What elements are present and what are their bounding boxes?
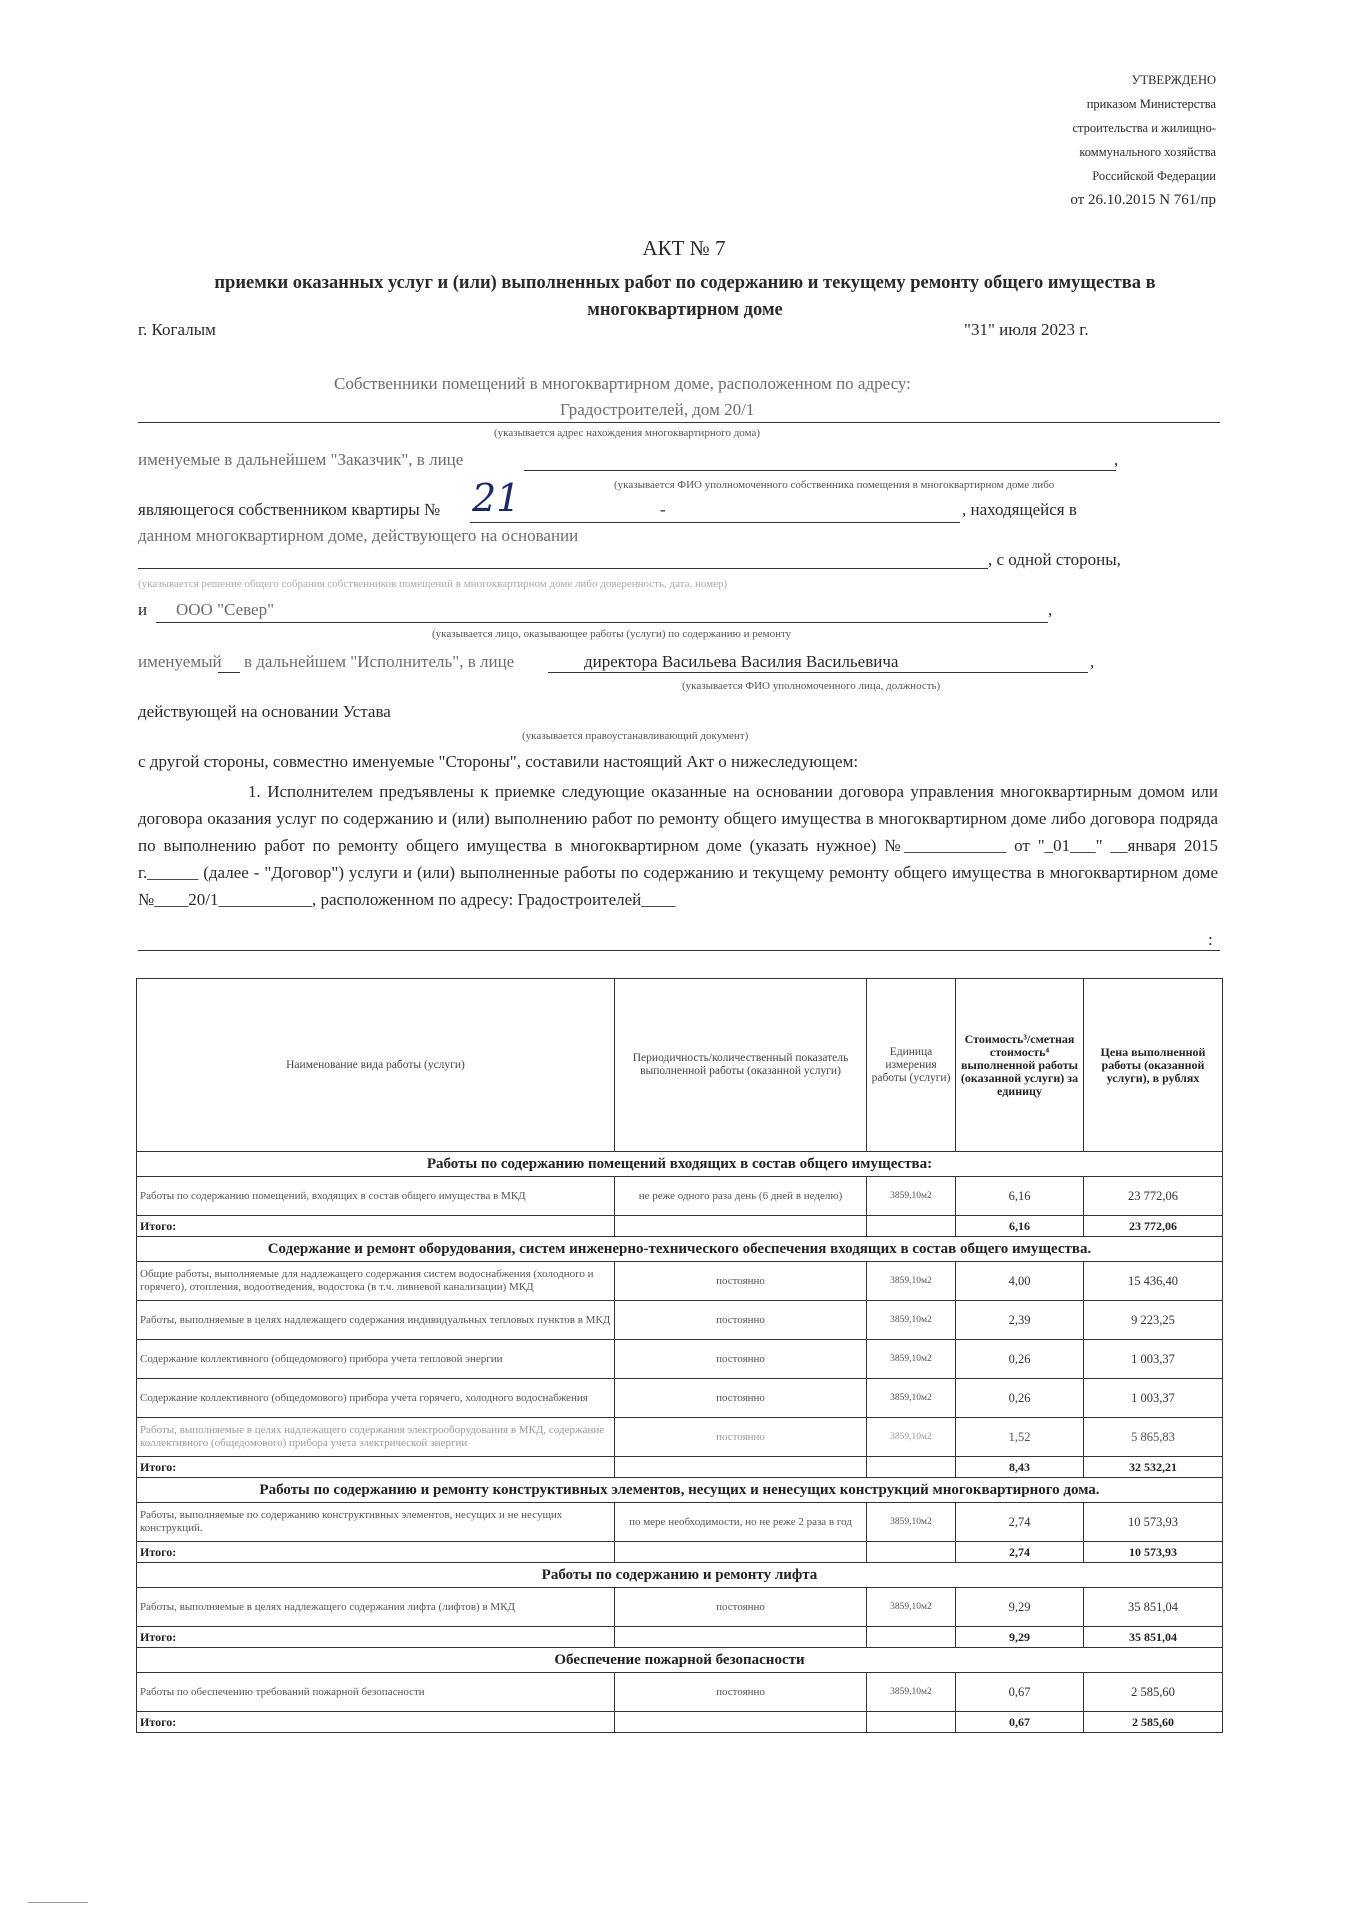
located-in: , находящейся в	[962, 500, 1077, 519]
header-price: Цена выполненной работы (оказанной услуги), в рублях	[1084, 979, 1223, 1152]
approval-line: УТВЕРЖДЕНО	[1131, 73, 1216, 87]
comma: ,	[1114, 450, 1119, 469]
executor-gap-underline	[218, 672, 240, 673]
total-label: Итого:	[137, 1457, 615, 1478]
table-row	[137, 1177, 1223, 1216]
cell-unit: 3859,10м2	[867, 1262, 956, 1301]
cell-unit-cost: 0,67	[956, 1673, 1084, 1712]
owner-of-apartment: являющегося собственником квартиры №	[138, 500, 441, 519]
cell-periodicity: постоянно	[615, 1418, 867, 1457]
total-row	[137, 1627, 1223, 1648]
table-row	[137, 1673, 1223, 1712]
cell-unit-cost: 1,52	[956, 1418, 1084, 1457]
cell-work-name: Работы, выполняемые в целях надлежащего содержания индивидуальных тепловых пунктов в МКД	[137, 1301, 615, 1340]
section-header-row	[137, 1563, 1223, 1588]
cell-work-name: Работы, выполняемые в целях надлежащего содержания лифта (лифтов) в МКД	[137, 1588, 615, 1627]
section-header-row	[137, 1237, 1223, 1262]
act-subtitle: приемки оказанных услуг и (или) выполненных работ по содержанию и текущему ремонту общего имущества в многоквартирном доме	[214, 273, 1156, 320]
header-cost: Стоимость³/сметная стоимость⁴ выполненной работы (оказанной услуги) за единицу	[956, 979, 1084, 1152]
named-executor-2: в дальнейшем "Исполнитель", в лице	[244, 652, 515, 671]
total-empty	[867, 1542, 956, 1563]
cell-unit-cost: 4,00	[956, 1262, 1084, 1301]
cell-work-name: Содержание коллективного (общедомового) прибора учета тепловой энергии	[137, 1340, 615, 1379]
total-empty	[615, 1712, 867, 1733]
total-empty	[867, 1216, 956, 1237]
total-price: 2 585,60	[1084, 1712, 1223, 1733]
works-table	[136, 978, 1223, 1733]
approval-line: Российской Федерации	[1092, 169, 1216, 183]
cell-price: 9 223,25	[1084, 1301, 1223, 1340]
total-price: 23 772,06	[1084, 1216, 1223, 1237]
cell-unit: 3859,10м2	[867, 1503, 956, 1542]
cell-unit: 3859,10м2	[867, 1379, 956, 1418]
table-row	[137, 1588, 1223, 1627]
director-underline	[548, 672, 1088, 673]
cell-unit-cost: 9,29	[956, 1588, 1084, 1627]
section-title: Работы по содержанию и ремонту конструктивных элементов, несущих и ненесущих конструкций многоквартирного дома.	[137, 1478, 1223, 1503]
contractor-underline	[156, 622, 1048, 623]
named-executor: именуемый	[138, 652, 222, 671]
city: г. Когалым	[138, 320, 216, 339]
total-empty	[867, 1712, 956, 1733]
cell-unit: 3859,10м2	[867, 1673, 956, 1712]
hint-address: (указывается адрес нахождения многоквартирного дома)	[494, 427, 761, 439]
table-row	[137, 1262, 1223, 1301]
acting-charter: действующей на основании Устава	[138, 702, 391, 721]
total-cost: 9,29	[956, 1627, 1084, 1648]
total-label: Итого:	[137, 1542, 615, 1563]
hint-decision: (указывается решение общего собрания собственников помещений в многоквартирном доме либо доверенность, дата, номер)	[138, 578, 728, 590]
total-cost: 8,43	[956, 1457, 1084, 1478]
cell-unit: 3859,10м2	[867, 1418, 956, 1457]
cell-work-name: Работы по обеспечению требований пожарной безопасности	[137, 1673, 615, 1712]
and-label: и	[138, 600, 148, 619]
cell-unit: 3859,10м2	[867, 1177, 956, 1216]
header-unit: Единица измерения работы (услуги)	[867, 979, 956, 1152]
cell-periodicity: постоянно	[615, 1262, 867, 1301]
apartment-number-handwritten: 21	[472, 476, 521, 520]
cell-periodicity: постоянно	[615, 1673, 867, 1712]
table-row	[137, 1379, 1223, 1418]
header-periodicity: Периодичность/количественный показатель выполненной работы (оказанной услуги)	[615, 979, 867, 1152]
cell-work-name: Работы, выполняемые в целях надлежащего содержания электрооборудования в МКД, содержание коллективного (общедомового) прибора учета электрической энергии	[137, 1418, 615, 1457]
section-title: Содержание и ремонт оборудования, систем инженерно-технического обеспечения входящих в состав общего имущества.	[137, 1237, 1223, 1262]
cell-price: 5 865,83	[1084, 1418, 1223, 1457]
section-title: Работы по содержанию и ремонту лифта	[137, 1563, 1223, 1588]
total-empty	[615, 1216, 867, 1237]
approval-line: строительства и жилищно-	[1072, 121, 1216, 135]
comma: ,	[1090, 652, 1095, 671]
approval-order-line: от 26.10.2015 N 761/пр	[1070, 192, 1216, 208]
cell-unit: 3859,10м2	[867, 1588, 956, 1627]
total-label: Итого:	[137, 1627, 615, 1648]
approval-block	[960, 68, 1216, 212]
header-name: Наименование вида работы (услуги)	[137, 979, 615, 1152]
total-empty	[615, 1542, 867, 1563]
section-title: Работы по содержанию помещений входящих в состав общего имущества:	[137, 1152, 1223, 1177]
customer-underline	[524, 470, 1116, 471]
table-row	[137, 1340, 1223, 1379]
table-row	[137, 1301, 1223, 1340]
section-header-row	[137, 1478, 1223, 1503]
section-header-row	[137, 1648, 1223, 1673]
cell-work-name: Работы по содержанию помещений, входящих в состав общего имущества в МКД	[137, 1177, 615, 1216]
named-customer: именуемые в дальнейшем "Заказчик", в лице	[138, 450, 464, 469]
section-header-row	[137, 1152, 1223, 1177]
paragraph-1-text: 1. Исполнителем предъявлены к приемке следующие оказанные на основании договора управления многоквартирным домом или договора оказания услуг по содержанию и (или) выполнению работ по ремонту общего имущества в многоквартирном доме либо договора подряда по выполнению работ по ремонту общего имущества в многоквартирном доме (указать нужное) №____________ от "_01___" __января 2015 г.______ (далее - "Договор") услуги и (или) выполненные работы по содержанию и текущему ремонту общего имущества в многоквартирном доме №____20/1___________, расположенном по адресу: Градостроителей____	[138, 782, 1218, 909]
hint-document: (указывается правоустанавливающий документ)	[522, 730, 749, 742]
cell-work-name: Содержание коллективного (общедомового) прибора учета горячего, холодного водоснабжения	[137, 1379, 615, 1418]
contractor-name: ООО "Север"	[176, 600, 275, 619]
hint-fio-owner: (указывается ФИО уполномоченного собственника помещения в многоквартирном доме либо	[614, 479, 1055, 491]
total-cost: 6,16	[956, 1216, 1084, 1237]
cell-work-name: Общие работы, выполняемые для надлежащего содержания систем водоснабжения (холодного и горячего), отопления, водоотведения, водостока (в т.ч. ливневой канализации) МКД	[137, 1262, 615, 1301]
cell-unit-cost: 0,26	[956, 1379, 1084, 1418]
act-number: АКТ № 7	[642, 236, 726, 260]
total-row	[137, 1216, 1223, 1237]
total-row	[137, 1542, 1223, 1563]
apartment-underline	[470, 522, 960, 523]
total-row	[137, 1712, 1223, 1733]
cell-unit-cost: 0,26	[956, 1340, 1084, 1379]
total-empty	[615, 1457, 867, 1478]
address-value: Градостроителей, дом 20/1	[560, 400, 755, 419]
total-label: Итого:	[137, 1216, 615, 1237]
director-name: директора Васильева Василия Васильевича	[584, 652, 899, 671]
approval-line: приказом Министерства	[1086, 97, 1216, 111]
comma: ,	[1048, 600, 1053, 619]
total-price: 10 573,93	[1084, 1542, 1223, 1563]
cell-unit-cost: 2,39	[956, 1301, 1084, 1340]
cell-periodicity: по мере необходимости, но не реже 2 раза в год	[615, 1503, 867, 1542]
cell-price: 15 436,40	[1084, 1262, 1223, 1301]
one-side: , с одной стороны,	[988, 550, 1121, 569]
cell-periodicity: постоянно	[615, 1588, 867, 1627]
cell-periodicity: постоянно	[615, 1301, 867, 1340]
cell-price: 2 585,60	[1084, 1673, 1223, 1712]
cell-unit: 3859,10м2	[867, 1301, 956, 1340]
cell-work-name: Работы, выполняемые по содержанию конструктивных элементов, несущих и не несущих конструкций.	[137, 1503, 615, 1542]
owners-line: Собственники помещений в многоквартирном доме, расположенном по адресу:	[334, 374, 911, 393]
table-row	[137, 1418, 1223, 1457]
act-date: "31" июля 2023 г.	[964, 320, 1089, 339]
cell-unit-cost: 6,16	[956, 1177, 1084, 1216]
address-underline	[138, 422, 1220, 423]
cell-price: 10 573,93	[1084, 1503, 1223, 1542]
hint-contractor: (указывается лицо, оказывающее работы (услуги) по содержанию и ремонту	[432, 628, 792, 640]
acting-on-basis: данном многоквартирном доме, действующего на основании	[138, 526, 579, 545]
dash: -	[660, 500, 666, 519]
cell-periodicity: постоянно	[615, 1379, 867, 1418]
total-label: Итого:	[137, 1712, 615, 1733]
cell-periodicity: не реже одного раза день (6 дней в неделю)	[615, 1177, 867, 1216]
total-row	[137, 1457, 1223, 1478]
total-empty	[615, 1627, 867, 1648]
table-header-row	[137, 979, 1223, 1152]
scan-edge-mark	[28, 1902, 88, 1903]
approval-line: коммунального хозяйства	[1079, 145, 1216, 159]
table-row	[137, 1503, 1223, 1542]
cell-periodicity: постоянно	[615, 1340, 867, 1379]
total-empty	[867, 1457, 956, 1478]
paragraph-underline	[138, 950, 1220, 951]
cell-price: 1 003,37	[1084, 1340, 1223, 1379]
total-empty	[867, 1627, 956, 1648]
total-price: 32 532,21	[1084, 1457, 1223, 1478]
other-side: с другой стороны, совместно именуемые "Стороны", составили настоящий Акт о нижеследующем:	[138, 752, 859, 771]
colon: :	[1208, 930, 1213, 949]
cell-price: 35 851,04	[1084, 1588, 1223, 1627]
cell-unit: 3859,10м2	[867, 1340, 956, 1379]
cell-unit-cost: 2,74	[956, 1503, 1084, 1542]
cell-price: 23 772,06	[1084, 1177, 1223, 1216]
paragraph-1	[138, 778, 1218, 913]
total-cost: 2,74	[956, 1542, 1084, 1563]
section-title: Обеспечение пожарной безопасности	[137, 1648, 1223, 1673]
basis-underline	[138, 568, 988, 569]
total-cost: 0,67	[956, 1712, 1084, 1733]
hint-fio-exec: (указывается ФИО уполномоченного лица, должность)	[682, 680, 941, 692]
total-price: 35 851,04	[1084, 1627, 1223, 1648]
cell-price: 1 003,37	[1084, 1379, 1223, 1418]
